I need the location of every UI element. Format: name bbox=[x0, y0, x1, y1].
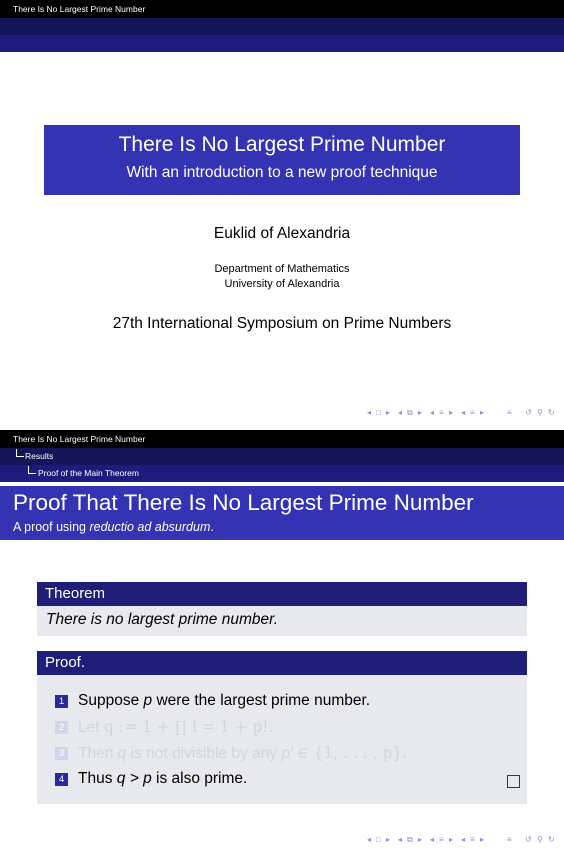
nav-search-icon[interactable]: ⚲ bbox=[537, 835, 543, 844]
proof-block-body bbox=[37, 675, 527, 804]
nav-section-icon[interactable]: ≡ bbox=[439, 835, 444, 844]
author: Euklid of Alexandria bbox=[213, 225, 351, 242]
nav-subsection-icon[interactable]: ⧉ bbox=[407, 408, 413, 417]
nav-subsection-icon[interactable]: ⧉ bbox=[407, 835, 413, 844]
proof-block-title: Proof. bbox=[37, 651, 527, 675]
headline-title: There Is No Largest Prime Number bbox=[13, 4, 146, 14]
nav-right-arrow-icon[interactable]: ▸ bbox=[449, 408, 454, 417]
proof-slide bbox=[0, 430, 564, 853]
presentation-subtitle: With an introduction to a new proof technique bbox=[126, 164, 438, 181]
theorem-block-body bbox=[37, 606, 527, 636]
headline-section-bar bbox=[0, 18, 564, 35]
nav-forward-icon[interactable]: ↻ bbox=[548, 835, 555, 844]
presentation-date: 27th International Symposium on Prime Numbers bbox=[112, 315, 452, 332]
nav-right-arrow-icon[interactable]: ▸ bbox=[386, 408, 391, 417]
item-number-badge: 1 bbox=[55, 695, 68, 708]
nav-left-arrow-icon[interactable]: ◂ bbox=[367, 408, 372, 417]
nav-back-icon[interactable]: ↺ bbox=[525, 835, 532, 844]
nav-forward-icon[interactable]: ↻ bbox=[548, 408, 555, 417]
nav-left-arrow-icon[interactable]: ◂ bbox=[430, 408, 435, 417]
nav-frame-icon[interactable]: □ bbox=[376, 408, 381, 417]
frame-subtitle: A proof using reductio ad absurdum. bbox=[13, 520, 214, 534]
headline-subsection-bar bbox=[0, 465, 564, 482]
tree-connector-icon bbox=[28, 466, 36, 474]
nav-outline-icon[interactable]: ≡ bbox=[507, 835, 512, 844]
theorem-text: There is no largest prime number. bbox=[46, 611, 279, 628]
item-number-badge: 3 bbox=[55, 747, 68, 760]
item-number-badge: 4 bbox=[55, 773, 68, 786]
qed-square-icon bbox=[507, 775, 520, 788]
frame-title: Proof That There Is No Largest Prime Number bbox=[13, 490, 474, 515]
nav-left-arrow-icon[interactable]: ◂ bbox=[398, 835, 403, 844]
nav-search-icon[interactable]: ⚲ bbox=[537, 408, 543, 417]
nav-right-arrow-icon[interactable]: ▸ bbox=[418, 408, 423, 417]
nav-right-arrow-icon[interactable]: ▸ bbox=[386, 835, 391, 844]
theorem-block-title: Theorem bbox=[37, 582, 527, 606]
nav-right-arrow-icon[interactable]: ▸ bbox=[449, 835, 454, 844]
headline-title: There Is No Largest Prime Number bbox=[13, 434, 146, 444]
headline-title-bar bbox=[0, 0, 564, 18]
frame-title-bar bbox=[0, 486, 564, 540]
nav-right-arrow-icon[interactable]: ▸ bbox=[480, 835, 485, 844]
product-formula: q := 1 + ∏ i = 1 + p!. bbox=[103, 718, 274, 736]
nav-right-arrow-icon[interactable]: ▸ bbox=[480, 408, 485, 417]
nav-frame-icon[interactable]: □ bbox=[376, 835, 381, 844]
title-box bbox=[44, 125, 520, 195]
institute-university: University of Alexandria bbox=[224, 278, 340, 290]
nav-appendix-icon[interactable]: ≡ bbox=[470, 835, 475, 844]
nav-outline-icon[interactable]: ≡ bbox=[507, 408, 512, 417]
navigation-bar bbox=[367, 407, 563, 419]
nav-appendix-icon[interactable]: ≡ bbox=[470, 408, 475, 417]
navigation-bar bbox=[367, 834, 563, 846]
headline-section: Results bbox=[25, 451, 54, 461]
nav-left-arrow-icon[interactable]: ◂ bbox=[367, 835, 372, 844]
proof-item-text: Thus q > p is also prime. bbox=[78, 770, 248, 787]
tree-connector-icon bbox=[16, 449, 24, 457]
item-number-badge: 2 bbox=[55, 721, 68, 734]
headline-section-bar bbox=[0, 448, 564, 465]
headline-title-bar bbox=[0, 430, 564, 448]
nav-right-arrow-icon[interactable]: ▸ bbox=[418, 835, 423, 844]
nav-back-icon[interactable]: ↺ bbox=[525, 408, 532, 417]
frame-subtitle-emphasis: reductio ad absurdum bbox=[89, 520, 211, 534]
nav-left-arrow-icon[interactable]: ◂ bbox=[461, 408, 466, 417]
nav-left-arrow-icon[interactable]: ◂ bbox=[430, 835, 435, 844]
headline-subsection-bar bbox=[0, 35, 564, 52]
headline-subsection: Proof of the Main Theorem bbox=[38, 468, 139, 478]
nav-section-icon[interactable]: ≡ bbox=[439, 408, 444, 417]
presentation-title: There Is No Largest Prime Number bbox=[118, 133, 446, 156]
title-slide bbox=[0, 0, 564, 426]
nav-left-arrow-icon[interactable]: ◂ bbox=[461, 835, 466, 844]
proof-item-text: Let q := 1 + ∏ i = 1 + p!. bbox=[78, 718, 274, 736]
nav-left-arrow-icon[interactable]: ◂ bbox=[398, 408, 403, 417]
institute-department: Department of Mathematics bbox=[214, 263, 350, 275]
proof-item-text: Suppose p were the largest prime number. bbox=[78, 692, 371, 709]
proof-item-text: Then q is not divisible by any p′ ∈ {1, . . . , p}. bbox=[78, 744, 408, 762]
